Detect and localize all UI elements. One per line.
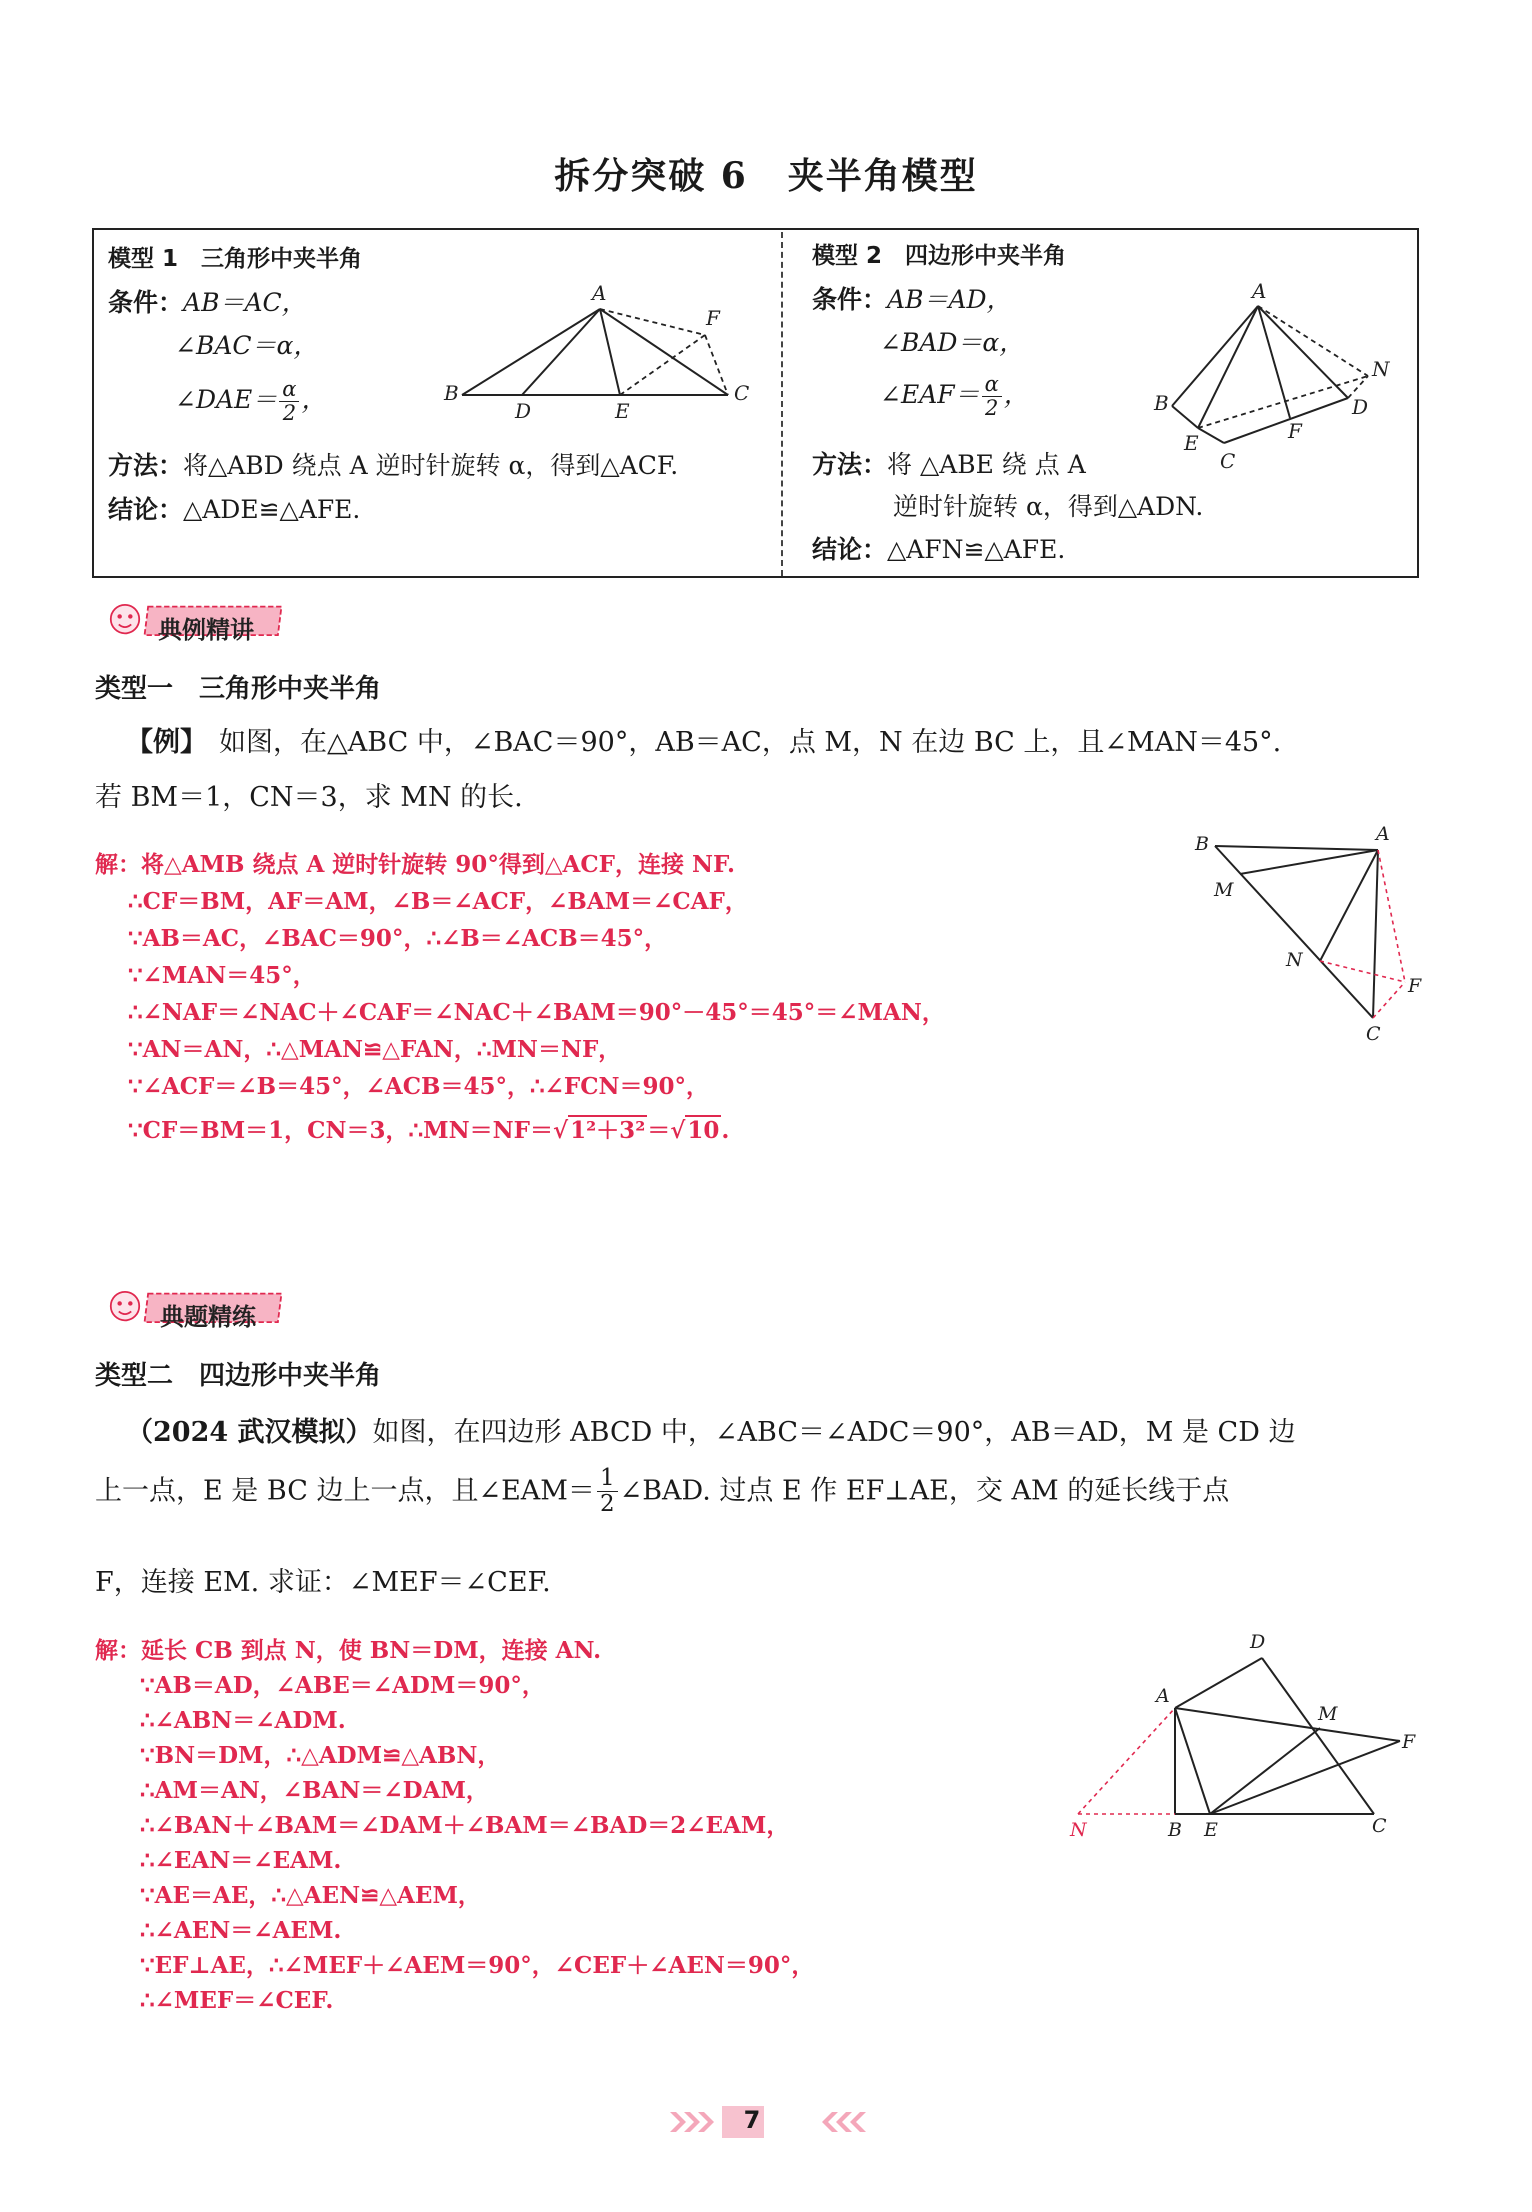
example-tag: 【例】 bbox=[126, 727, 207, 758]
m1-label-E: E bbox=[615, 399, 630, 420]
m1-label-A: A bbox=[592, 281, 607, 305]
model1-cond3-post: ， bbox=[301, 385, 327, 415]
section2-frac-den: 2 bbox=[599, 1491, 615, 1518]
model2-method-text2: 逆时针旋转 α，得到△ADN. bbox=[893, 492, 1204, 521]
title-part1: 拆分突破 6 bbox=[554, 155, 748, 197]
s1-sol-line-3: ∵∠MAN＝45°， bbox=[128, 962, 316, 989]
s2-sol-line-3: ∵BN＝DM，∴△ADM≌△ABN， bbox=[140, 1742, 501, 1769]
s2-label-B: B bbox=[1168, 1819, 1182, 1841]
s2-label-F: F bbox=[1402, 1731, 1416, 1753]
s1-dash-NF bbox=[1320, 961, 1405, 982]
section1-badge: 典例精讲 bbox=[158, 615, 254, 644]
s2-label-E: E bbox=[1204, 1819, 1218, 1841]
m1-dash-EF bbox=[620, 335, 705, 395]
s2-label-A: A bbox=[1156, 1685, 1170, 1707]
model1-cond3 bbox=[175, 378, 327, 425]
section1-problem1: 如图，在△ABC 中，∠BAC＝90°，AB＝AC，点 M，N 在边 BC 上，且∠MAN＝45°. bbox=[219, 727, 1282, 758]
s2-label-N: N bbox=[1070, 1819, 1087, 1841]
s1-label-B: B bbox=[1195, 833, 1209, 855]
model2-cond2: ∠BAD＝α， bbox=[880, 328, 1025, 357]
section2-problem-line1 bbox=[126, 1410, 1295, 1449]
s1-label-C: C bbox=[1366, 1023, 1381, 1042]
model2-frac-num: α bbox=[982, 373, 1002, 397]
m1-label-D: D bbox=[515, 399, 532, 420]
model2-cond-label: 条件： bbox=[812, 285, 888, 314]
model2-figure bbox=[1140, 278, 1400, 473]
s2-sol-line-9: ∵EF⊥AE，∴∠MEF＋∠AEM＝90°，∠CEF＋∠AEN＝90°， bbox=[140, 1952, 815, 1979]
m1-label-B: B bbox=[444, 381, 459, 405]
s1-sol-line-5: ∵AN＝AN，∴△MAN≌△FAN，∴MN＝NF， bbox=[128, 1036, 622, 1063]
s1-sol-line-4: ∴∠NAF＝∠NAC＋∠CAF＝∠NAC＋∠BAM＝90°－45°＝45°＝∠MAN， bbox=[128, 999, 945, 1026]
section1-type-head: 类型一 三角形中夹半角 bbox=[95, 674, 382, 704]
s2-line-AE bbox=[1175, 1708, 1210, 1814]
page-title bbox=[0, 148, 1532, 199]
model1-fraction bbox=[279, 378, 299, 425]
s2-sol-line-8: ∴∠AEN＝∠AEM. bbox=[140, 1917, 342, 1944]
m2-line-BE bbox=[1172, 406, 1198, 428]
m1-line-AB bbox=[462, 309, 600, 395]
model2-header: 模型 2 四边形中夹半角 bbox=[812, 243, 1067, 269]
s2-line-DC bbox=[1262, 1658, 1374, 1814]
s2-label-C: C bbox=[1372, 1815, 1387, 1837]
model1-conclusion bbox=[108, 497, 360, 522]
s1-label-A: A bbox=[1376, 823, 1390, 845]
s2-sol-line-0: 解：延长 CB 到点 N，使 BN＝DM，连接 AN. bbox=[95, 1637, 602, 1664]
s2-sol-line-6: ∴∠EAN＝∠EAM. bbox=[140, 1847, 342, 1874]
section2-source: （2024 武汉模拟） bbox=[126, 1417, 373, 1448]
s2-line-EM bbox=[1210, 1728, 1320, 1814]
model2-concl-label: 结论： bbox=[812, 535, 888, 564]
section1-problem2: 若 BM＝1，CN＝3，求 MN 的长. bbox=[95, 782, 523, 813]
s2-sol-line-7: ∵AE＝AE，∴△AEN≌△AEM， bbox=[140, 1882, 481, 1909]
model2-cond3-pre: ∠EAF＝ bbox=[880, 380, 980, 410]
section1-figure bbox=[1180, 822, 1430, 1042]
s1-sol-rad2: 10 bbox=[687, 1117, 720, 1144]
model1-concl-text: △ADE≌△AFE. bbox=[183, 495, 361, 524]
model1-cond-line1 bbox=[108, 290, 307, 315]
section2-frac-num: 1 bbox=[597, 1466, 618, 1492]
section2-type-head: 类型二 四边形中夹半角 bbox=[95, 1361, 382, 1391]
s2-sol-line-1: ∵AB＝AD，∠ABE＝∠ADM＝90°， bbox=[140, 1672, 545, 1699]
page-number: 7 bbox=[743, 2106, 761, 2134]
s2-line-EF bbox=[1210, 1741, 1400, 1814]
m2-label-A: A bbox=[1252, 279, 1267, 303]
m2-label-C: C bbox=[1220, 449, 1236, 473]
section2-problem-line2 bbox=[95, 1466, 1229, 1518]
m1-dash-FC bbox=[705, 335, 728, 395]
m2-line-AB bbox=[1172, 306, 1258, 406]
model1-cond-label: 条件： bbox=[108, 288, 184, 317]
model1-method-text: 将△ABD 绕点 A 逆时针旋转 α，得到△ACF. bbox=[183, 451, 679, 480]
m1-label-F: F bbox=[706, 306, 720, 330]
m2-line-AE bbox=[1198, 306, 1258, 428]
s2-dash-NA bbox=[1078, 1708, 1175, 1814]
model2-concl-text: △AFN≌△AFE. bbox=[887, 535, 1066, 564]
title-part2: 夹半角模型 bbox=[787, 155, 978, 197]
section2-badge: 典题精练 bbox=[160, 1302, 256, 1331]
model1-header: 模型 1 三角形中夹半角 bbox=[108, 246, 363, 272]
model2-frac-den: 2 bbox=[985, 396, 999, 421]
model1-cond2: ∠BAC＝α， bbox=[175, 331, 319, 360]
s1-sol-last-post: . bbox=[721, 1117, 730, 1144]
s1-line-BC bbox=[1215, 846, 1373, 1018]
s2-sol-line-5: ∴∠BAN＋∠BAM＝∠DAM＋∠BAM＝∠BAD＝2∠EAM， bbox=[140, 1812, 790, 1839]
s2-line-AD bbox=[1175, 1658, 1262, 1708]
m2-dash-EN bbox=[1198, 376, 1368, 428]
section2-fraction bbox=[597, 1466, 618, 1518]
s2-sol-line-4: ∴AM＝AN，∠BAN＝∠DAM， bbox=[140, 1777, 489, 1804]
s2-line-AF bbox=[1175, 1708, 1400, 1741]
sqrt-sign-2: √ bbox=[670, 1117, 686, 1144]
s1-sol-last-pre: ∵CF＝BM＝1，CN＝3，∴MN＝NF＝ bbox=[128, 1117, 553, 1144]
s2-label-D: D bbox=[1250, 1631, 1266, 1653]
model2-cond-line1 bbox=[812, 287, 1012, 312]
m1-line-AD bbox=[522, 309, 600, 395]
m2-label-E: E bbox=[1184, 431, 1199, 455]
s1-dash-AF bbox=[1378, 850, 1405, 982]
s1-sol-line-0: 解：将△AMB 绕点 A 逆时针旋转 90°得到△ACF，连接 NF. bbox=[95, 851, 736, 878]
m2-line-EC bbox=[1198, 428, 1224, 443]
model2-cond1: AB＝AD， bbox=[887, 285, 1012, 314]
model2-fraction bbox=[982, 373, 1002, 420]
s1-label-M: M bbox=[1214, 879, 1234, 901]
s1-line-AM bbox=[1240, 850, 1378, 874]
m1-dash-AF bbox=[600, 309, 705, 335]
s1-sol-line-1: ∴CF＝BM，AF＝AM，∠B＝∠ACF，∠BAM＝∠CAF， bbox=[128, 888, 748, 915]
section2-problem2-pre: 上一点，E 是 BC 边上一点，且∠EAM＝ bbox=[95, 1475, 595, 1507]
m2-label-B: B bbox=[1154, 391, 1169, 415]
s1-sol-line-2: ∵AB＝AC，∠BAC＝90°，∴∠B＝∠ACB＝45°， bbox=[128, 925, 668, 952]
s1-label-F: F bbox=[1408, 975, 1422, 997]
s1-sol-line-last bbox=[128, 1112, 729, 1145]
model2-method-label: 方法： bbox=[812, 450, 888, 479]
s1-line-AC bbox=[1373, 850, 1378, 1018]
model1-method bbox=[108, 453, 678, 478]
model2-method bbox=[812, 452, 1086, 477]
s1-sol-rad1: 1²＋3² bbox=[570, 1117, 646, 1144]
sqrt-sign-1: √ bbox=[552, 1117, 569, 1144]
m2-label-N: N bbox=[1372, 357, 1390, 381]
s1-dash-CF bbox=[1373, 982, 1405, 1018]
model2-method-text1: 将 △ABE 绕 点 A bbox=[887, 450, 1086, 479]
model1-frac-num: α bbox=[279, 378, 299, 402]
model2-conclusion bbox=[812, 537, 1065, 562]
s1-line-AB bbox=[1215, 846, 1378, 850]
model1-figure bbox=[440, 280, 760, 420]
section2-problem1: 如图，在四边形 ABCD 中，∠ABC＝∠ADC＝90°，AB＝AD，M 是 CD 边 bbox=[372, 1417, 1296, 1448]
model1-cond3-pre: ∠DAE＝ bbox=[175, 385, 278, 415]
s2-sol-line-2: ∴∠ABN＝∠ADM. bbox=[140, 1707, 346, 1734]
m2-label-D: D bbox=[1352, 395, 1369, 419]
model1-frac-den: 2 bbox=[282, 401, 297, 426]
model2-cond3 bbox=[880, 373, 1029, 420]
model2-cond3-post: ， bbox=[1003, 380, 1029, 410]
section2-problem2-post: ∠BAD. 过点 E 作 EF⊥AE，交 AM 的延长线于点 bbox=[619, 1475, 1230, 1507]
section2-problem3: F，连接 EM. 求证：∠MEF＝∠CEF. bbox=[95, 1567, 551, 1598]
s1-label-N: N bbox=[1286, 949, 1303, 971]
section1-problem-line1 bbox=[126, 720, 1281, 759]
model1-method-label: 方法： bbox=[108, 451, 184, 480]
m1-line-AE bbox=[600, 309, 620, 395]
model1-cond1: AB＝AC， bbox=[183, 288, 307, 317]
s2-label-M: M bbox=[1318, 1703, 1338, 1725]
s1-sol-eq: ＝ bbox=[647, 1117, 671, 1144]
model1-concl-label: 结论： bbox=[108, 495, 184, 524]
s2-sol-line-10: ∴∠MEF＝∠CEF. bbox=[140, 1987, 334, 2014]
m1-label-C: C bbox=[734, 381, 750, 405]
model-divider bbox=[781, 232, 783, 576]
s1-line-AN bbox=[1320, 850, 1378, 961]
s1-sol-line-6: ∵∠ACF＝∠B＝45°，∠ACB＝45°，∴∠FCN＝90°， bbox=[128, 1073, 710, 1100]
m2-label-F: F bbox=[1288, 419, 1302, 443]
section2-figure bbox=[1060, 1628, 1430, 1848]
